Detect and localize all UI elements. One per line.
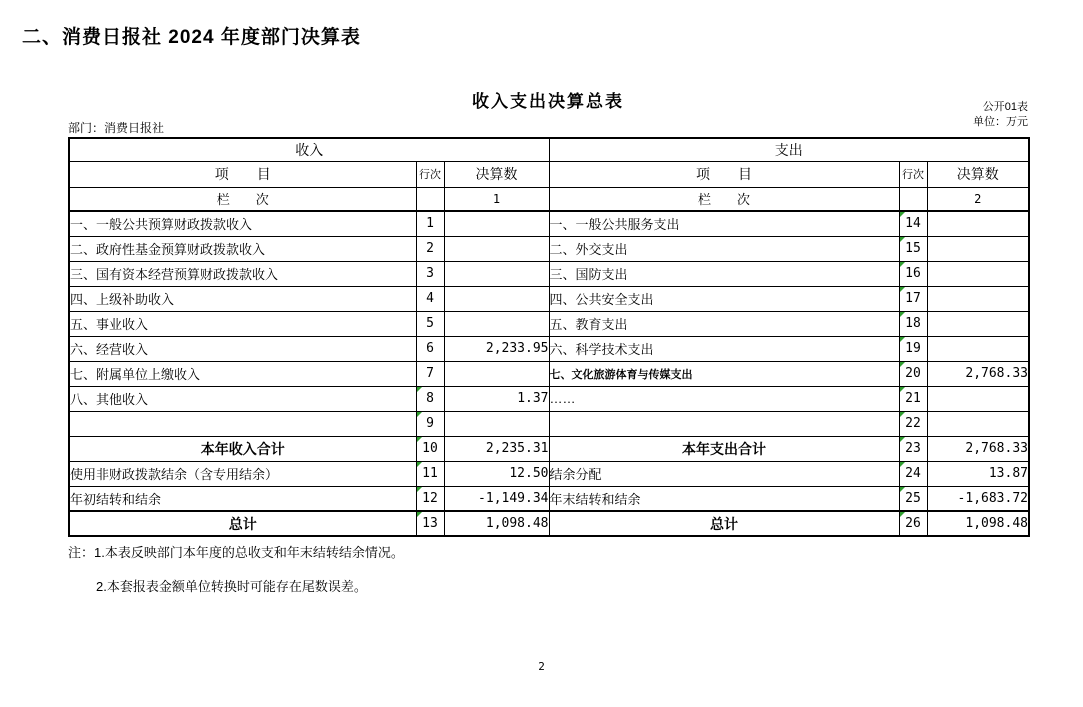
expense-item-column-header: 项 目 xyxy=(549,161,899,187)
amount-cell xyxy=(927,411,1029,436)
amount-cell xyxy=(927,386,1029,411)
line-number-cell: 10 xyxy=(416,436,444,461)
item-cell: 一、一般公共预算财政拨款收入 xyxy=(69,211,416,236)
table-row xyxy=(69,311,1029,336)
table-row xyxy=(69,286,1029,311)
income-amount-column-header: 决算数 xyxy=(444,161,549,187)
amount-cell: 2,768.33 xyxy=(927,436,1029,461)
table-row xyxy=(69,411,1029,436)
line-number-cell: 4 xyxy=(416,286,444,311)
item-cell: 年初结转和结余 xyxy=(69,486,416,511)
item-cell: 三、国有资本经营预算财政拨款收入 xyxy=(69,261,416,286)
amount-cell xyxy=(927,286,1029,311)
line-number-cell: 3 xyxy=(416,261,444,286)
expense-column-index: 2 xyxy=(927,187,1029,211)
line-number-cell: 18 xyxy=(899,311,927,336)
amount-cell xyxy=(927,236,1029,261)
amount-cell: 2,235.31 xyxy=(444,436,549,461)
expense-line-index-blank xyxy=(899,187,927,211)
amount-cell xyxy=(927,211,1029,236)
amount-cell: 1,098.48 xyxy=(927,511,1029,536)
table-note-2: 2.本套报表金额单位转换时可能存在尾数误差。 xyxy=(96,579,367,594)
amount-cell: 2,233.95 xyxy=(444,336,549,361)
line-number-cell: 16 xyxy=(899,261,927,286)
amount-cell xyxy=(444,311,549,336)
item-cell: 二、外交支出 xyxy=(549,236,899,261)
column-header-row xyxy=(69,161,1029,187)
line-number-cell: 7 xyxy=(416,361,444,386)
item-cell: 六、经营收入 xyxy=(69,336,416,361)
item-cell: 五、事业收入 xyxy=(69,311,416,336)
line-number-cell: 11 xyxy=(416,461,444,486)
income-line-column-header: 行次 xyxy=(416,161,444,187)
form-meta xyxy=(973,100,1028,130)
line-number-cell: 5 xyxy=(416,311,444,336)
amount-cell: -1,683.72 xyxy=(927,486,1029,511)
amount-cell: -1,149.34 xyxy=(444,486,549,511)
line-number-cell: 21 xyxy=(899,386,927,411)
table-row xyxy=(69,336,1029,361)
table-row xyxy=(69,386,1029,411)
line-number-cell: 1 xyxy=(416,211,444,236)
table-title: 收入支出决算总表 xyxy=(472,92,624,111)
line-number-cell: 19 xyxy=(899,336,927,361)
amount-cell: 1,098.48 xyxy=(444,511,549,536)
amount-cell xyxy=(444,236,549,261)
line-number-cell: 13 xyxy=(416,511,444,536)
amount-cell xyxy=(444,211,549,236)
department-label: 部门：消费日报社 xyxy=(68,121,165,135)
item-cell: 七、附属单位上缴收入 xyxy=(69,361,416,386)
line-number-cell: 9 xyxy=(416,411,444,436)
line-number-cell: 15 xyxy=(899,236,927,261)
amount-cell: 2,768.33 xyxy=(927,361,1029,386)
amount-cell xyxy=(444,261,549,286)
item-cell: 年末结转和结余 xyxy=(549,486,899,511)
expense-section-header: 支出 xyxy=(549,138,1029,161)
item-cell xyxy=(549,411,899,436)
table-row xyxy=(69,486,1029,511)
section-header-row xyxy=(69,138,1029,161)
table-row xyxy=(69,436,1029,461)
item-cell: 三、国防支出 xyxy=(549,261,899,286)
income-line-index-blank xyxy=(416,187,444,211)
expense-line-column-header: 行次 xyxy=(899,161,927,187)
line-number-cell: 8 xyxy=(416,386,444,411)
line-number-cell: 17 xyxy=(899,286,927,311)
document-title: 二、消费日报社 2024 年度部门决算表 xyxy=(22,27,361,48)
item-cell: 七、文化旅游体育与传媒支出 xyxy=(549,361,899,386)
amount-cell xyxy=(927,336,1029,361)
form-code: 公开01表 xyxy=(982,101,1028,113)
item-cell: 二、政府性基金预算财政拨款收入 xyxy=(69,236,416,261)
item-cell: 六、科学技术支出 xyxy=(549,336,899,361)
item-cell: 总计 xyxy=(69,511,416,536)
item-cell: 本年支出合计 xyxy=(549,436,899,461)
line-number-cell: 26 xyxy=(899,511,927,536)
line-number-cell: 2 xyxy=(416,236,444,261)
item-cell: 本年收入合计 xyxy=(69,436,416,461)
item-cell: 总计 xyxy=(549,511,899,536)
table-row xyxy=(69,361,1029,386)
amount-cell xyxy=(927,261,1029,286)
line-number-cell: 24 xyxy=(899,461,927,486)
income-expense-summary-table xyxy=(68,137,1030,537)
amount-cell: 1.37 xyxy=(444,386,549,411)
income-section-header: 收入 xyxy=(69,138,549,161)
line-number-cell: 23 xyxy=(899,436,927,461)
page-number: 2 xyxy=(538,660,545,673)
item-cell: 八、其他收入 xyxy=(69,386,416,411)
amount-cell: 13.87 xyxy=(927,461,1029,486)
table-row xyxy=(69,511,1029,536)
item-cell: 四、公共安全支出 xyxy=(549,286,899,311)
income-column-index: 1 xyxy=(444,187,549,211)
item-cell: 一、一般公共服务支出 xyxy=(549,211,899,236)
item-cell xyxy=(69,411,416,436)
line-number-cell: 22 xyxy=(899,411,927,436)
income-column-index-label: 栏 次 xyxy=(69,187,416,211)
line-number-cell: 12 xyxy=(416,486,444,511)
income-item-column-header: 项 目 xyxy=(69,161,416,187)
line-number-cell: 14 xyxy=(899,211,927,236)
table-row xyxy=(69,211,1029,236)
line-number-cell: 6 xyxy=(416,336,444,361)
expense-amount-column-header: 决算数 xyxy=(927,161,1029,187)
line-number-cell: 25 xyxy=(899,486,927,511)
amount-cell xyxy=(444,361,549,386)
amount-cell xyxy=(927,311,1029,336)
table-row xyxy=(69,261,1029,286)
unit-label: 单位：万元 xyxy=(973,116,1028,128)
expense-column-index-label: 栏 次 xyxy=(549,187,899,211)
amount-cell: 12.50 xyxy=(444,461,549,486)
item-cell: …… xyxy=(549,386,899,411)
amount-cell xyxy=(444,286,549,311)
line-number-cell: 20 xyxy=(899,361,927,386)
table-row xyxy=(69,236,1029,261)
table-note-1: 注：1.本表反映部门本年度的总收支和年末结转结余情况。 xyxy=(68,545,404,560)
item-cell: 五、教育支出 xyxy=(549,311,899,336)
column-index-row xyxy=(69,187,1029,211)
item-cell: 四、上级补助收入 xyxy=(69,286,416,311)
item-cell: 结余分配 xyxy=(549,461,899,486)
table-row xyxy=(69,461,1029,486)
item-cell: 使用非财政拨款结余（含专用结余） xyxy=(69,461,416,486)
amount-cell xyxy=(444,411,549,436)
